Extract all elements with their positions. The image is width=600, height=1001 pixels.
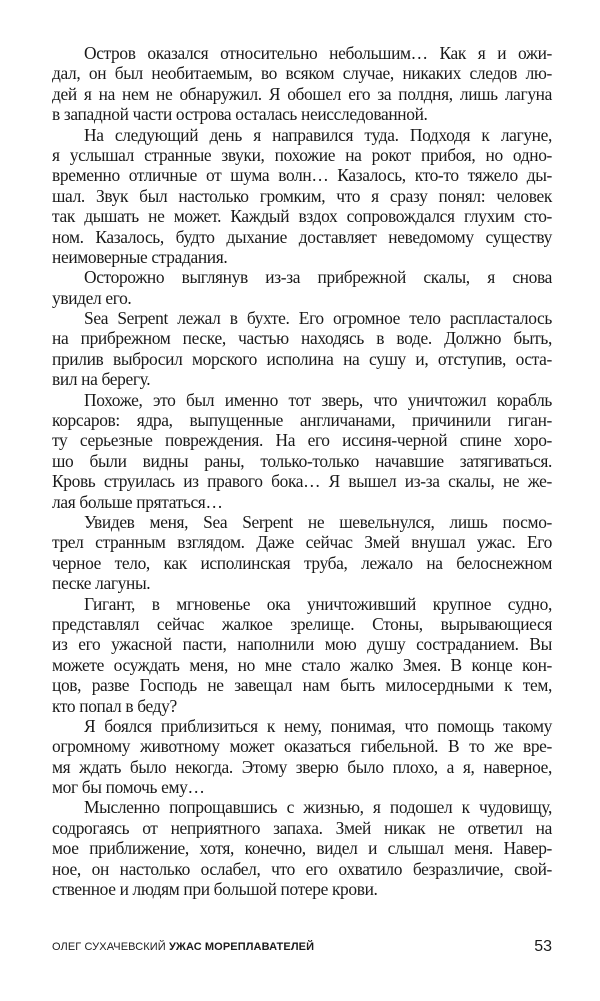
paragraph [52, 594, 552, 716]
paragraph [52, 716, 552, 798]
paragraph [52, 308, 552, 390]
paragraph [52, 43, 552, 125]
text-line: ственное и людям при большой потере крови. [52, 879, 378, 900]
text-line: ное, он настолько ослабел, что его охватило безразличие, свой- [52, 858, 552, 879]
text-line: временно отличные от шума волн… Казалось, кто-то тяжело ды- [52, 165, 552, 186]
text-line: корсаров: ядра, выпущенные англичанами, причинили гиган- [52, 410, 552, 431]
paragraph [52, 267, 552, 308]
text-line: я услышал странные звуки, похожие на рокот прибоя, но одно- [52, 144, 552, 165]
text-line: вил на берегу. [52, 369, 151, 390]
running-footer [52, 941, 314, 953]
text-line: так дышать не может. Каждый вздох сопровождался глухим сто- [52, 206, 552, 227]
text-line: кто попал в беду? [52, 695, 177, 716]
text-line: песке лагуны. [52, 573, 151, 594]
text-line: черное тело, как исполинская труба, лежало на белоснежном [52, 552, 552, 573]
text-line: прилив выбросил морского исполина на сушу и, отступив, оста- [52, 348, 552, 369]
page-footer [52, 938, 552, 958]
text-line: шал. Звук был настолько громким, что я сразу понял: человек [52, 185, 552, 206]
text-line: на прибрежном песке, частью находясь в воде. Должно быть, [52, 328, 552, 349]
text-line: Похоже, это был именно тот зверь, что уничтожил корабль [84, 389, 552, 410]
text-line: На следующий день я направился туда. Подходя к лагуне, [84, 124, 552, 145]
paragraph [52, 125, 552, 268]
footer-author: ОЛЕГ СУХАЧЕВСКИЙ [52, 941, 166, 953]
text-line: ном. Казалось, будто дыхание доставляет неведомому существу [52, 226, 552, 247]
text-line: лая больше прятаться… [52, 491, 223, 512]
text-line: шо были видны раны, только-только начавшие затягиваться. [52, 450, 552, 471]
footer-book-title: УЖАС МОРЕПЛАВАТЕЛЕЙ [168, 941, 315, 953]
paragraph [52, 797, 552, 899]
text-line: дал, он был необитаемым, во всяком случае, никаких следов лю- [52, 63, 552, 84]
text-line: мое приближение, хотя, конечно, видел и слышал меня. Навер- [52, 838, 552, 859]
text-line: Кровь струилась из правого бока… Я вышел из-за скалы, не же- [52, 471, 552, 492]
text-line: в западной части острова осталась неисследованной. [52, 104, 428, 125]
text-line: ту серьезные повреждения. На его иссиня-черной спине хоро- [52, 430, 552, 451]
page-number: 53 [534, 938, 552, 955]
text-line: Гигант, в мгновенье ока уничтоживший крупное судно, [84, 593, 552, 614]
text-line: Осторожно выглянув из-за прибрежной скалы, я снова [84, 267, 552, 288]
text-line: неимоверные страдания. [52, 246, 228, 267]
text-line: увидел его. [52, 287, 132, 308]
text-line: Увидев меня, Sea Serpent не шевельнулся, лишь посмо- [84, 511, 552, 532]
text-line: Остров оказался относительно небольшим… Как я и ожи- [84, 43, 552, 63]
paragraph [52, 390, 552, 512]
text-line: представлял сейчас жалкое зрелище. Стоны, вырывающиеся [52, 613, 552, 634]
text-line: Я боялся приблизиться к нему, понимая, что помощь такому [84, 715, 552, 736]
text-line: содрогаясь от неприятного запаха. Змей никак не ответил на [52, 817, 552, 838]
text-line: мя ждать было некогда. Этому зверю было плохо, а я, наверное, [52, 756, 552, 777]
body-text [52, 43, 552, 899]
text-line: можете осуждать меня, но мне стало жалко Змея. В конце кон- [52, 654, 552, 675]
text-line: Мысленно попрощавшись с жизнью, я подошел к чудовищу, [84, 797, 552, 818]
text-line: дей я на нем не обнаружил. Я обошел его за полдня, лишь лагуна [52, 83, 552, 104]
paragraph [52, 512, 552, 594]
text-line: цов, разве Господь не завещал нам быть милосердными к тем, [52, 675, 552, 696]
text-line: трел странным взглядом. Даже сейчас Змей внушал ужас. Его [52, 532, 552, 553]
text-line: мог бы помочь ему… [52, 777, 205, 798]
text-line: из его ужасной пасти, наполнили мою душу состраданием. Вы [52, 634, 552, 655]
text-line: Sea Serpent лежал в бухте. Его огромное тело распласталось [84, 308, 552, 329]
text-line: огромному животному может оказаться гибельной. В то же вре- [52, 736, 552, 757]
